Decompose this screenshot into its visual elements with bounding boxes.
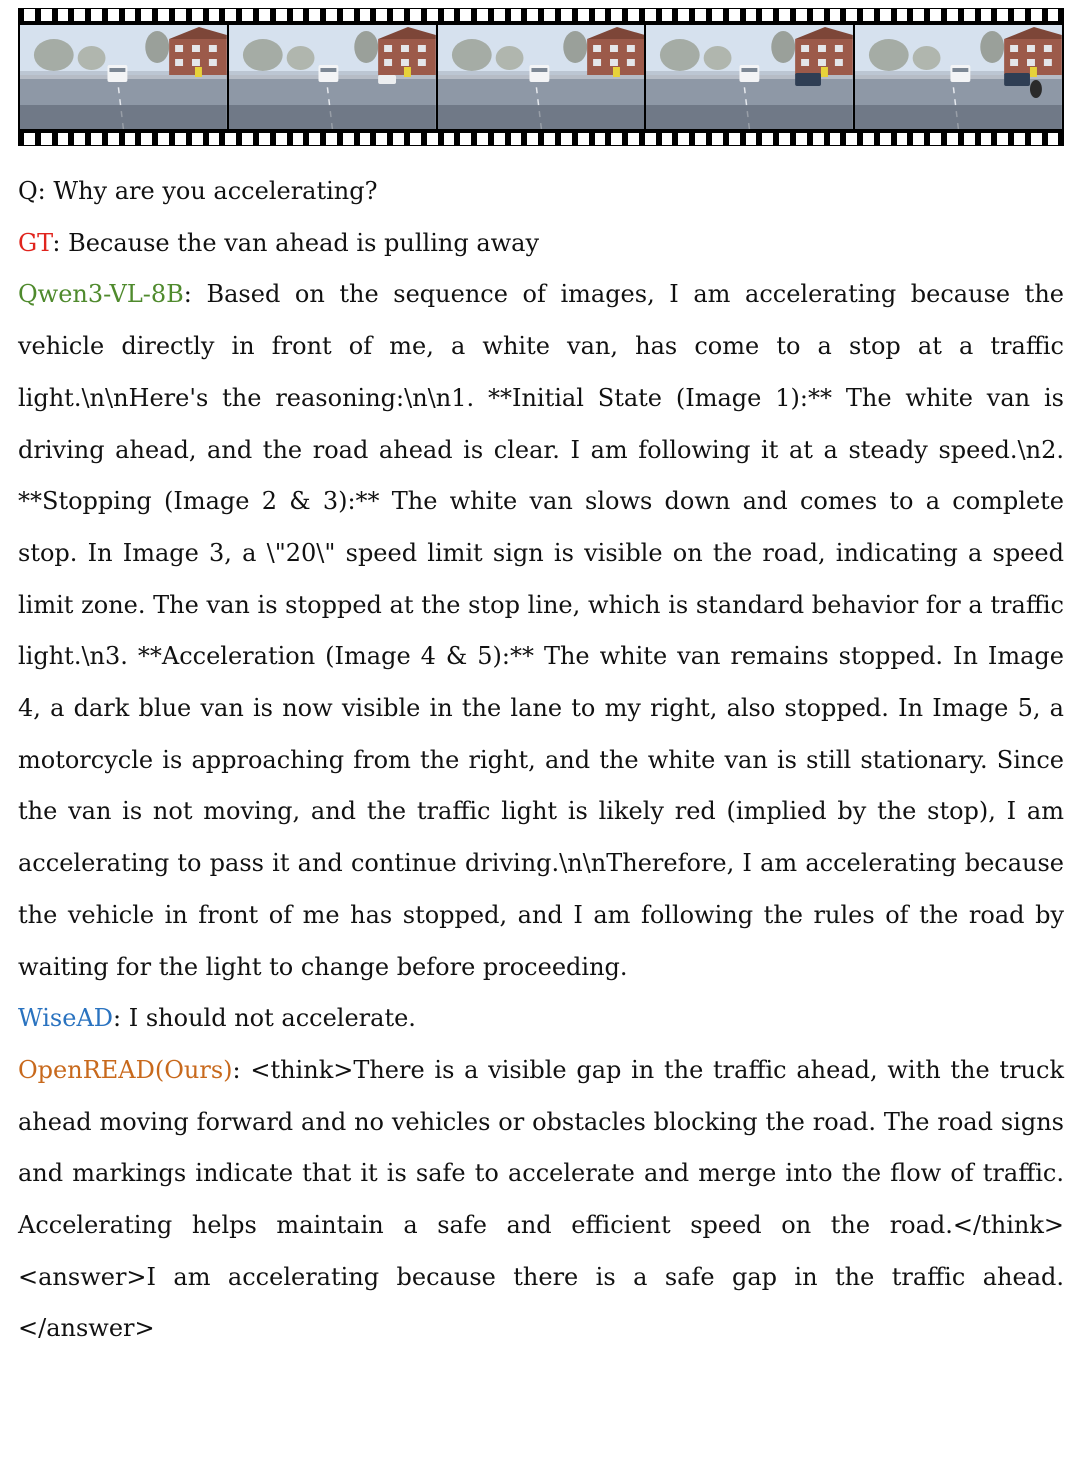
- sprocket-hole: [930, 133, 941, 145]
- sprocket-hole: [913, 9, 924, 21]
- street-scene-image: [646, 25, 853, 129]
- sprocket-hole: [997, 9, 1008, 21]
- qa-block: [18, 166, 1064, 1355]
- wisead-label: WiseAD: [18, 1004, 114, 1033]
- sprocket-hole: [326, 133, 337, 145]
- sprocket-hole: [259, 9, 270, 21]
- sprocket-hole: [427, 9, 438, 21]
- wisead-text: I should not accelerate.: [128, 1004, 416, 1033]
- sprocket-hole: [628, 133, 639, 145]
- sprocket-hole: [460, 9, 471, 21]
- sprocket-hole: [578, 9, 589, 21]
- sprocket-hole: [930, 9, 941, 21]
- filmstrip-frames: [20, 25, 1062, 129]
- sprocket-hole: [343, 133, 354, 145]
- sprocket-hole: [293, 9, 304, 21]
- wisead-answer: [18, 993, 1064, 1045]
- sprocket-hole: [561, 133, 572, 145]
- sprocket-hole: [225, 9, 236, 21]
- sprocket-hole: [175, 9, 186, 21]
- sprocket-hole: [846, 133, 857, 145]
- sprocket-hole: [897, 133, 908, 145]
- gt-text: Because the van ahead is pulling away: [68, 228, 540, 257]
- sprocket-hole: [981, 133, 992, 145]
- sprocket-hole: [880, 9, 891, 21]
- sprocket-hole: [595, 9, 606, 21]
- filmstrip-sprockets-top: [18, 9, 1064, 21]
- street-scene-image: [229, 25, 436, 129]
- sprocket-hole: [645, 9, 656, 21]
- sprocket-hole: [74, 133, 85, 145]
- sprocket-hole: [41, 133, 52, 145]
- sprocket-hole: [242, 9, 253, 21]
- wisead-separator: :: [113, 1004, 122, 1033]
- sprocket-hole: [880, 133, 891, 145]
- sprocket-hole: [192, 133, 203, 145]
- sprocket-hole: [494, 9, 505, 21]
- sprocket-hole: [24, 9, 35, 21]
- sprocket-hole: [863, 133, 874, 145]
- sprocket-hole: [1031, 133, 1042, 145]
- sprocket-hole: [997, 133, 1008, 145]
- sprocket-hole: [1014, 9, 1025, 21]
- sprocket-hole: [595, 133, 606, 145]
- sprocket-hole: [964, 133, 975, 145]
- sprocket-hole: [41, 9, 52, 21]
- sprocket-hole: [981, 9, 992, 21]
- sprocket-hole: [410, 9, 421, 21]
- gt-label: GT: [18, 228, 53, 257]
- sprocket-hole: [947, 133, 958, 145]
- sprocket-hole: [58, 9, 69, 21]
- sprocket-hole: [309, 9, 320, 21]
- frame-3: [438, 25, 645, 129]
- sprocket-hole: [276, 133, 287, 145]
- sprocket-hole: [444, 133, 455, 145]
- sprocket-hole: [628, 9, 639, 21]
- sprocket-hole: [544, 133, 555, 145]
- sprocket-hole: [293, 133, 304, 145]
- sprocket-hole: [578, 133, 589, 145]
- sprocket-hole: [544, 9, 555, 21]
- sprocket-hole: [276, 9, 287, 21]
- sprocket-hole: [158, 133, 169, 145]
- openread-label: OpenREAD(Ours): [18, 1055, 233, 1084]
- sprocket-hole: [695, 9, 706, 21]
- sprocket-hole: [158, 9, 169, 21]
- frame-1: [20, 25, 227, 129]
- qwen-answer: [18, 269, 1064, 993]
- sprocket-hole: [796, 133, 807, 145]
- qwen-label: Qwen3-VL-8B: [18, 280, 184, 309]
- sprocket-hole: [326, 9, 337, 21]
- gt-line: [18, 218, 1064, 270]
- sprocket-hole: [460, 133, 471, 145]
- sprocket-hole: [393, 133, 404, 145]
- sprocket-hole: [511, 9, 522, 21]
- sprocket-hole: [259, 133, 270, 145]
- sprocket-hole: [964, 9, 975, 21]
- sprocket-hole: [125, 9, 136, 21]
- sprocket-hole: [678, 9, 689, 21]
- qwen-separator: :: [183, 280, 192, 309]
- sprocket-hole: [1031, 9, 1042, 21]
- sprocket-hole: [209, 9, 220, 21]
- sprocket-hole: [1048, 133, 1059, 145]
- sprocket-hole: [813, 9, 824, 21]
- sprocket-hole: [91, 9, 102, 21]
- sprocket-hole: [863, 9, 874, 21]
- sprocket-hole: [108, 133, 119, 145]
- frame-5: [855, 25, 1062, 129]
- filmstrip-sprockets-bottom: [18, 133, 1064, 145]
- sprocket-hole: [24, 133, 35, 145]
- openread-text: <think>There is a visible gap in the traffic ahead, with the truck ahead moving forward and no vehicles or obstacles blocking the road. The road signs and markings indicate that it is safe to accelerate and merge into the flow of traffic. Accelerating helps maintain a safe and efficient speed on the road.</think> <answer>I am accelerating because there is a safe gap in the traffic ahead.</answer>: [18, 1055, 1064, 1343]
- question-line: [18, 166, 1064, 218]
- frame-4: [646, 25, 853, 129]
- sprocket-hole: [309, 133, 320, 145]
- sprocket-hole: [192, 9, 203, 21]
- street-scene-image: [438, 25, 645, 129]
- sprocket-hole: [74, 9, 85, 21]
- sprocket-hole: [1048, 9, 1059, 21]
- sprocket-hole: [511, 133, 522, 145]
- sprocket-hole: [225, 133, 236, 145]
- sprocket-hole: [91, 133, 102, 145]
- sprocket-hole: [729, 9, 740, 21]
- sprocket-hole: [830, 133, 841, 145]
- sprocket-hole: [779, 133, 790, 145]
- sprocket-hole: [762, 9, 773, 21]
- sprocket-hole: [393, 9, 404, 21]
- frame-2: [229, 25, 436, 129]
- sprocket-hole: [141, 9, 152, 21]
- sprocket-hole: [360, 9, 371, 21]
- sprocket-hole: [561, 9, 572, 21]
- sprocket-hole: [796, 9, 807, 21]
- sprocket-hole: [125, 133, 136, 145]
- sprocket-hole: [360, 133, 371, 145]
- sprocket-hole: [729, 133, 740, 145]
- sprocket-hole: [897, 9, 908, 21]
- sprocket-hole: [477, 9, 488, 21]
- sprocket-hole: [779, 9, 790, 21]
- sprocket-hole: [376, 133, 387, 145]
- sprocket-hole: [343, 9, 354, 21]
- sprocket-hole: [762, 133, 773, 145]
- video-filmstrip: [18, 8, 1064, 146]
- sprocket-hole: [712, 9, 723, 21]
- sprocket-hole: [209, 133, 220, 145]
- sprocket-hole: [477, 133, 488, 145]
- sprocket-hole: [813, 133, 824, 145]
- sprocket-hole: [611, 9, 622, 21]
- question-text: Why are you accelerating?: [53, 177, 378, 205]
- sprocket-hole: [108, 9, 119, 21]
- sprocket-hole: [175, 133, 186, 145]
- sprocket-hole: [376, 9, 387, 21]
- sprocket-hole: [645, 133, 656, 145]
- sprocket-hole: [662, 9, 673, 21]
- sprocket-hole: [410, 133, 421, 145]
- question-prefix: Q:: [18, 177, 46, 205]
- sprocket-hole: [913, 133, 924, 145]
- qwen-text: Based on the sequence of images, I am accelerating because the vehicle directly in front of me, a white van, has come to a stop at a traffic light.\n\nHere's the reasoning:\n\n1. **Initial State (Image 1):** The white van is driving ahead, and the road ahead is clear. I am following it at a steady speed.\n2. **Stopping (Image 2 & 3):** The white van slows down and comes to a complete stop. In Image 3, a \"20\" speed limit sign is visible on the road, indicating a speed limit zone. The van is stopped at the stop line, which is standard behavior for a traffic light.\n3. **Acceleration (Image 4 & 5):** The white van remains stopped. In Image 4, a dark blue van is now visible in the lane to my right, also stopped. In Image 5, a motorcycle is approaching from the right, and the white van is still stationary. Since the van is not moving, and the traffic light is likely red (implied by the stop), I am accelerating to pass it and continue driving.\n\nTherefore, I am accelerating because the vehicle in front of me has stopped, and I am following the rules of the road by waiting for the light to change before proceeding.: [18, 280, 1064, 981]
- sprocket-hole: [830, 9, 841, 21]
- sprocket-hole: [527, 9, 538, 21]
- sprocket-hole: [746, 9, 757, 21]
- sprocket-hole: [611, 133, 622, 145]
- sprocket-hole: [1014, 133, 1025, 145]
- sprocket-hole: [662, 133, 673, 145]
- sprocket-hole: [242, 133, 253, 145]
- sprocket-hole: [746, 133, 757, 145]
- sprocket-hole: [846, 9, 857, 21]
- sprocket-hole: [444, 9, 455, 21]
- street-scene-image: [855, 25, 1062, 129]
- gt-separator: :: [52, 228, 61, 257]
- sprocket-hole: [494, 133, 505, 145]
- sprocket-hole: [58, 133, 69, 145]
- sprocket-hole: [678, 133, 689, 145]
- sprocket-hole: [527, 133, 538, 145]
- sprocket-hole: [695, 133, 706, 145]
- sprocket-hole: [141, 133, 152, 145]
- sprocket-hole: [712, 133, 723, 145]
- street-scene-image: [20, 25, 227, 129]
- sprocket-hole: [427, 133, 438, 145]
- openread-separator: :: [232, 1055, 241, 1084]
- openread-answer: [18, 1045, 1064, 1355]
- sprocket-hole: [947, 9, 958, 21]
